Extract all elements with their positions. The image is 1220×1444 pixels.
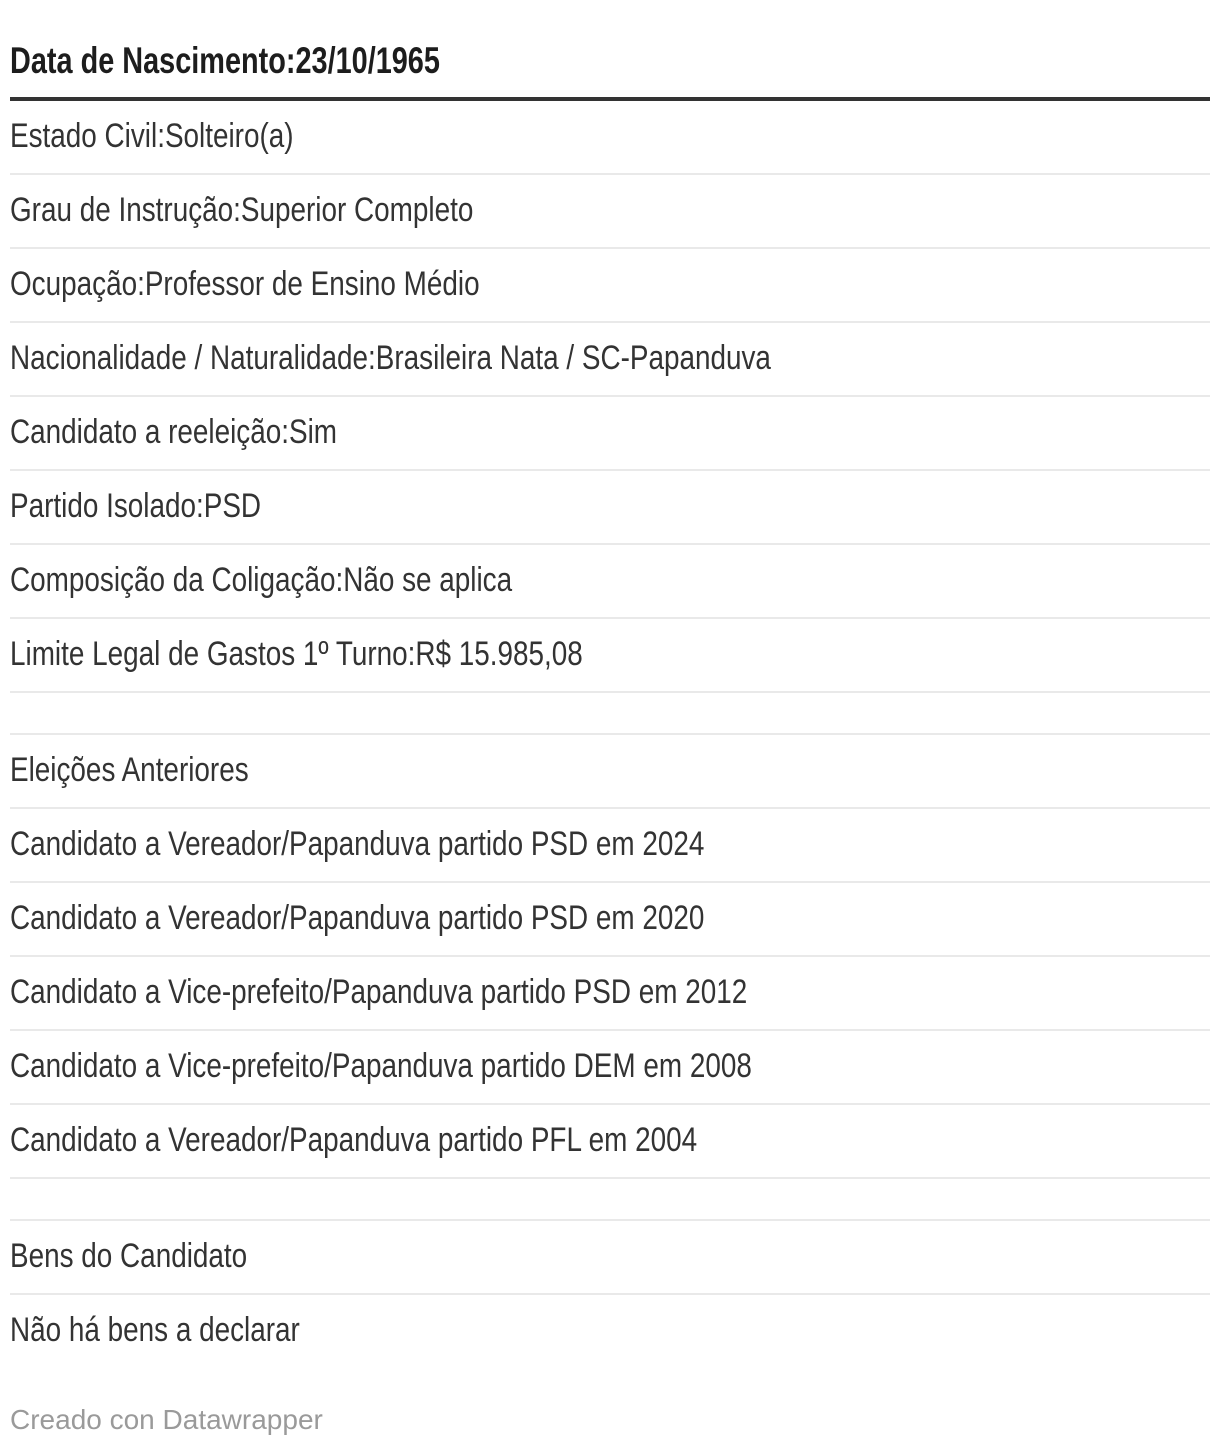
table-row-text: Nacionalidade / Naturalidade:Brasileira Nata / SC-Papanduva <box>10 339 771 377</box>
datawrapper-attribution-link[interactable]: Creado con Datawrapper <box>10 1404 323 1435</box>
table-row <box>10 735 1210 809</box>
table-row <box>10 619 1210 693</box>
table-row-text: Candidato a Vereador/Papanduva partido PSD em 2024 <box>10 825 705 863</box>
table-row-text: Limite Legal de Gastos 1º Turno:R$ 15.985,08 <box>10 635 583 673</box>
table-row-text: Candidato a reeleição:Sim <box>10 413 338 451</box>
table-row <box>10 249 1210 323</box>
table-row <box>10 471 1210 545</box>
candidate-info-table <box>10 0 1210 1367</box>
table-header-row <box>10 0 1210 101</box>
attribution-footer <box>10 1403 1210 1437</box>
table-row-text: Candidato a Vereador/Papanduva partido PSD em 2020 <box>10 899 705 937</box>
table-row-text: Candidato a Vice-prefeito/Papanduva partido PSD em 2012 <box>10 973 748 1011</box>
table-row <box>10 1105 1210 1179</box>
table-row-text: Grau de Instrução:Superior Completo <box>10 191 474 229</box>
table-row-text: Partido Isolado:PSD <box>10 487 262 525</box>
table-row-text: Eleições Anteriores <box>10 751 249 789</box>
table-row <box>10 101 1210 175</box>
table-row <box>10 175 1210 249</box>
table-row <box>10 957 1210 1031</box>
table-row <box>10 809 1210 883</box>
table-row-text: Ocupação:Professor de Ensino Médio <box>10 265 480 303</box>
table-row-text: Candidato a Vereador/Papanduva partido PFL em 2004 <box>10 1121 698 1159</box>
table-row <box>10 545 1210 619</box>
table-row <box>10 1031 1210 1105</box>
table-row-text: Não há bens a declarar <box>10 1311 300 1349</box>
table-row-empty <box>10 693 1210 735</box>
table-row <box>10 323 1210 397</box>
table-row <box>10 1221 1210 1295</box>
table-row-text: Candidato a Vice-prefeito/Papanduva partido DEM em 2008 <box>10 1047 752 1085</box>
table-row-text: Estado Civil:Solteiro(a) <box>10 117 294 155</box>
table-row <box>10 1295 1210 1367</box>
table-row-text: Bens do Candidato <box>10 1237 248 1275</box>
table-body <box>10 101 1210 1367</box>
table-row <box>10 397 1210 471</box>
table-row-empty <box>10 1179 1210 1221</box>
table-header-text: Data de Nascimento:23/10/1965 <box>10 40 440 81</box>
table-row-text: Composição da Coligação:Não se aplica <box>10 561 513 599</box>
table-row <box>10 883 1210 957</box>
